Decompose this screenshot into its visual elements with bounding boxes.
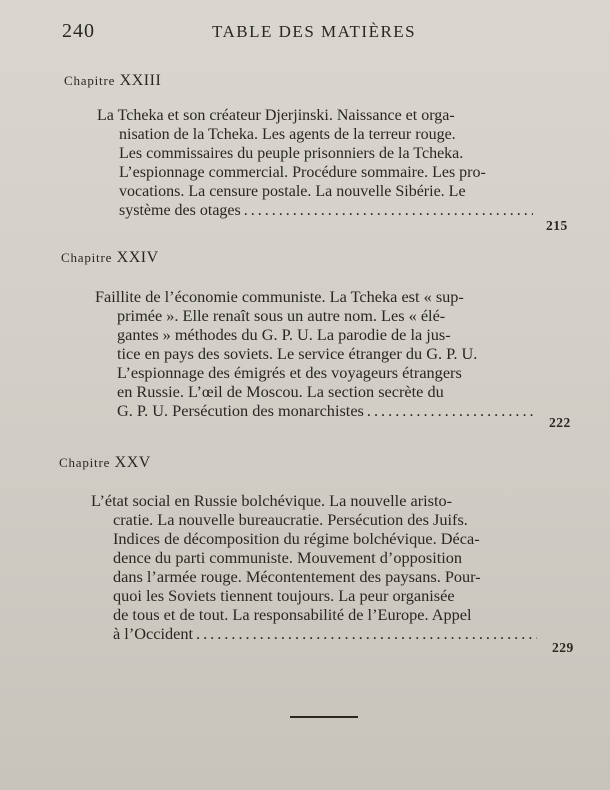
running-title: TABLE DES MATIÈRES <box>212 22 417 41</box>
summary-line: G. P. U. Persécution des monarchistes <box>117 401 364 420</box>
summary-line: cratie. La nouvelle bureaucratie. Persécution des Juifs. <box>113 510 468 529</box>
dot-leader <box>367 401 533 420</box>
summary-line: de tous et de tout. La responsabilité de l’Europe. Appel <box>113 605 472 624</box>
summary-line: dence du parti communiste. Mouvement d’opposition <box>113 548 463 567</box>
dot-leader <box>196 624 537 643</box>
summary-line: L’espionnage commercial. Procédure sommaire. Les pro- <box>119 164 486 181</box>
chapter-numeral: XXV <box>114 454 151 471</box>
summary-line: dans l’armée rouge. Mécontentement des paysans. Pour- <box>113 567 481 586</box>
summary-line: Faillite de l’économie communiste. La Tcheka est « sup- <box>95 287 464 306</box>
summary-last-line <box>97 201 533 220</box>
summary-line: L’état social en Russie bolchévique. La nouvelle aristo- <box>91 491 453 510</box>
summary-line: vocations. La censure postale. La nouvelle Sibérie. Le <box>119 183 466 200</box>
summary-line: Les commissaires du peuple prisonniers de la Tcheka. <box>119 145 464 162</box>
summary-last-line <box>95 401 533 420</box>
summary-last-line <box>91 624 537 643</box>
dot-leader <box>244 201 533 220</box>
end-rule <box>290 716 358 718</box>
summary-line: L’espionnage des émigrés et des voyageurs étrangers <box>117 363 462 382</box>
summary-line: nisation de la Tcheka. Les agents de la terreur rouge. <box>119 126 456 143</box>
chapter-heading <box>59 454 151 472</box>
summary-line: système des otages <box>119 202 241 219</box>
chapter-numeral: XXIII <box>119 72 162 89</box>
chapter-summary <box>97 106 533 220</box>
summary-line: La Tcheka et son créateur Djerjinski. Naissance et orga- <box>97 107 455 124</box>
chapter-label: Chapitre <box>59 455 111 470</box>
chapter-summary <box>95 287 533 420</box>
summary-line: tice en pays des soviets. Le service étranger du G. P. U. <box>117 344 478 363</box>
chapter-summary <box>91 491 537 643</box>
chapter-heading <box>61 249 159 267</box>
chapter-label: Chapitre <box>64 73 116 88</box>
summary-line: Indices de décomposition du régime bolchévique. Déca- <box>113 529 480 548</box>
summary-line: gantes » méthodes du G. P. U. La parodie de la jus- <box>117 325 451 344</box>
page-reference: 215 <box>546 218 568 233</box>
chapter-label: Chapitre <box>61 250 113 265</box>
summary-line: en Russie. L’œil de Moscou. La section secrète du <box>117 382 444 401</box>
page-reference: 222 <box>549 415 571 430</box>
summary-line: à l’Occident <box>113 624 194 643</box>
page-number: 240 <box>62 20 95 42</box>
page-header <box>0 20 610 50</box>
chapter-numeral: XXIV <box>116 249 159 266</box>
summary-line: quoi les Soviets tiennent toujours. La peur organisée <box>113 586 455 605</box>
summary-line: primée ». Elle renaît sous un autre nom. Les « élé- <box>117 306 446 325</box>
chapter-heading <box>64 72 161 90</box>
page-reference: 229 <box>552 640 574 655</box>
